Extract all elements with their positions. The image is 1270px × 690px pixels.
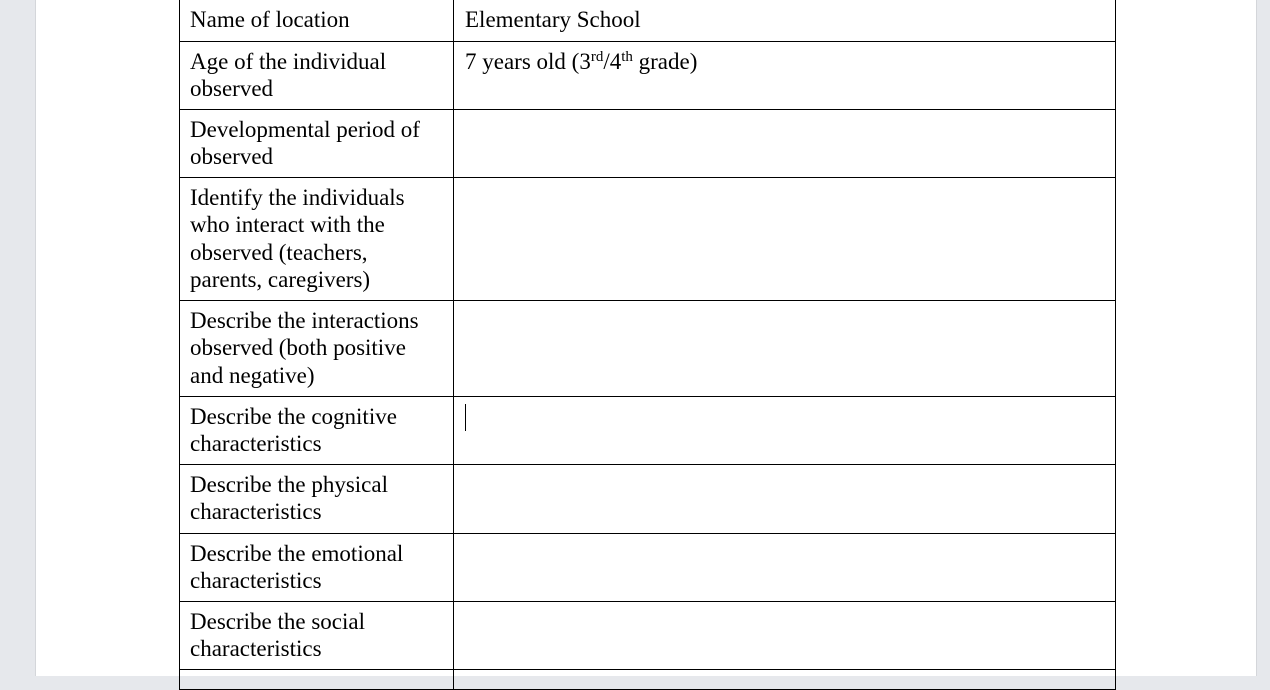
table-row [180, 397, 1116, 465]
table-row [180, 670, 1116, 690]
table-row [180, 301, 1116, 397]
table-row [180, 602, 1116, 670]
text-cursor [465, 404, 466, 431]
table-row [180, 534, 1116, 602]
row-label[interactable]: Describe the physical characteristics [180, 465, 454, 534]
table-row [180, 110, 1116, 178]
observation-table [179, 0, 1116, 690]
superscript: th [621, 49, 633, 65]
row-value[interactable] [454, 534, 1116, 602]
age-text: grade) [632, 49, 698, 74]
row-label[interactable]: Name of location [180, 0, 454, 42]
row-value[interactable] [454, 110, 1116, 178]
row-label[interactable] [180, 670, 454, 690]
row-value[interactable] [454, 42, 1116, 110]
row-label[interactable]: Describe the cognitive characteristics [180, 397, 454, 465]
row-label[interactable]: Describe the interactions observed (both positive and negative) [180, 301, 454, 397]
row-label[interactable]: Describe the emotional characteristics [180, 534, 454, 602]
row-label[interactable]: Describe the social characteristics [180, 602, 454, 670]
row-value[interactable] [454, 178, 1116, 301]
table-row [180, 42, 1116, 110]
row-label[interactable]: Identify the individuals who interact with the observed (teachers, parents, caregivers) [180, 178, 454, 301]
row-value[interactable] [454, 670, 1116, 690]
row-label[interactable]: Developmental period of observed [180, 110, 454, 178]
age-text: 7 years old (3 [465, 49, 591, 74]
superscript: rd [590, 49, 604, 65]
table-row [180, 465, 1116, 534]
table-row [180, 0, 1116, 42]
age-text: /4 [603, 49, 622, 74]
row-value[interactable] [454, 301, 1116, 397]
row-value[interactable] [454, 602, 1116, 670]
row-value[interactable] [454, 397, 1116, 465]
row-value[interactable]: Elementary School [454, 0, 1116, 42]
row-label[interactable]: Age of the individual observed [180, 42, 454, 110]
document-page[interactable] [35, 0, 1257, 676]
table-row [180, 178, 1116, 301]
row-value[interactable] [454, 465, 1116, 534]
